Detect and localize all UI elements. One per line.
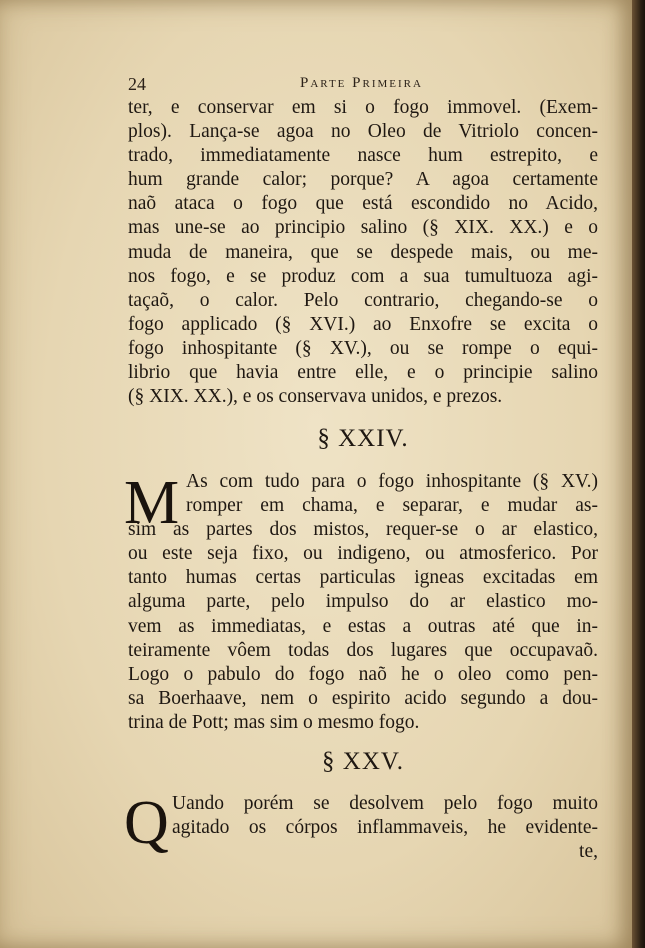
text-line: mas une-se ao principio salino (§ XIX. XX.) e o [128, 217, 598, 239]
catchword: te, [579, 841, 598, 863]
section-25-text [128, 792, 598, 864]
text-line: ter, e conservar em si o fogo immovel. (Exem- [128, 97, 598, 118]
drop-cap-q: Q [124, 789, 169, 857]
running-head [128, 74, 598, 94]
text-line: Uando porém se desolvem pelo fogo muito [172, 793, 598, 814]
text-line: trina de Pott; mas sim o mesmo fogo. [128, 711, 420, 733]
text-line: nos fogo, e se produz com a sua tumultuoza agi- [128, 265, 598, 287]
text-line: trado, immediatamente nasce hum estrepito, e [128, 145, 598, 167]
text-line: sa Boerhaave, nem o espirito acido segundo a dou- [128, 687, 598, 709]
page-number: 24 [128, 74, 146, 94]
text-line: tanto humas certas particulas igneas excitadas em [128, 567, 598, 589]
text-line: alguma parte, pelo impulso do ar elastico mo- [128, 591, 598, 613]
text-line: plos). Lança-se agoa no Oleo de Vitriolo concen- [128, 121, 598, 143]
text-line: taçaõ, o calor. Pelo contrario, chegando-se o [128, 289, 598, 311]
text-line: romper em chama, e separar, e mudar as- [186, 495, 598, 517]
text-line: agitado os córpos inflammaveis, he evidente- [172, 817, 598, 839]
text-line: teiramente vôem todas dos lugares que occupavaõ. [128, 639, 598, 661]
text-line: fogo applicado (§ XVI.) ao Enxofre se excita o [128, 313, 598, 335]
text-line: sim as partes dos mistos, requer-se o ar elastico, [128, 519, 598, 541]
book-edge [632, 0, 645, 948]
drop-cap-m: M [124, 469, 180, 537]
text-line: hum grande calor; porque? A agoa certamente [128, 169, 598, 191]
text-line: ou este seja fixo, ou indigeno, ou atmosferico. Por [128, 543, 598, 565]
text-line: As com tudo para o fogo inhospitante (§ XV.) [186, 471, 598, 492]
section-heading-24: § XXIV. [317, 425, 409, 452]
paragraph-1 [128, 96, 598, 409]
section-heading-25: § XXV. [322, 748, 404, 775]
text-line: librio que havia entre elle, e o principie salino [128, 362, 598, 384]
text-line: (§ XIX. XX.), e os conservava unidos, e prezos. [128, 386, 503, 408]
text-line: fogo inhospitante (§ XV.), ou se rompe o equi- [128, 337, 598, 359]
text-line: muda de maneira, que se despede mais, ou me- [128, 241, 598, 263]
text-line: vem as immediatas, e estas a outras até que in- [128, 615, 598, 637]
running-title: Parte Primeira [300, 75, 423, 91]
text-line: Logo o pabulo do fogo naõ he o oleo como pen- [128, 663, 598, 685]
section-24-text [128, 470, 598, 735]
text-line: naõ ataca o fogo que está escondido no Acido, [128, 193, 598, 215]
